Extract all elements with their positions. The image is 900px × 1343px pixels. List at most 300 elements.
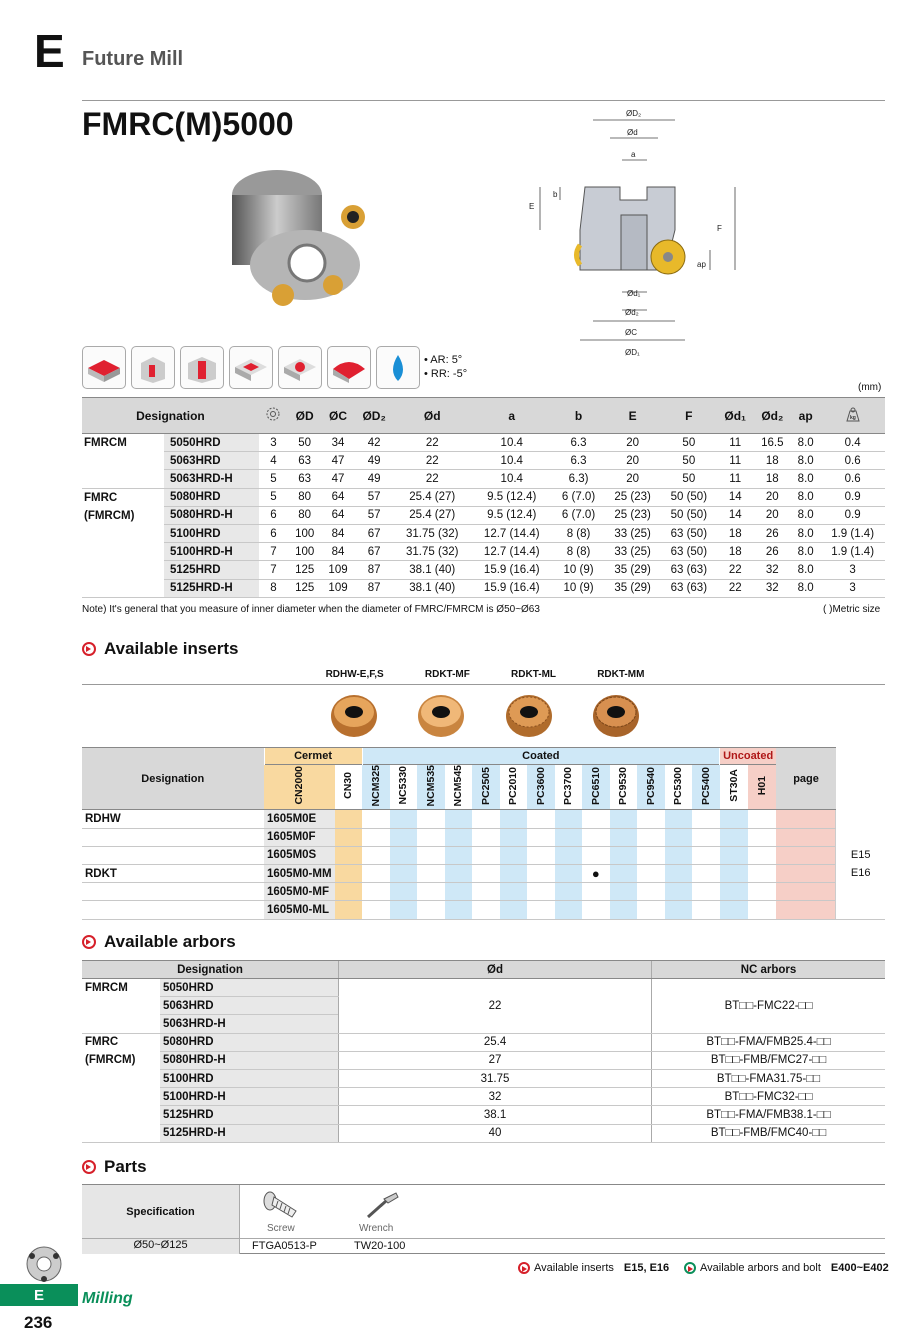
grade-cell: ● (582, 865, 610, 883)
grade-cell (445, 883, 473, 901)
table-row (82, 810, 885, 828)
value-cell: 109 (321, 561, 354, 579)
value-cell: 18 (717, 524, 754, 542)
value-cell: 8.0 (791, 506, 820, 524)
grade-cell (500, 810, 528, 828)
value-cell: 34 (321, 434, 354, 452)
designation-header: Designation (82, 748, 264, 810)
designation-cell: 5063HRD (164, 452, 259, 470)
grade-cell (445, 846, 473, 864)
grade-cell (610, 883, 638, 901)
page-refs (836, 810, 885, 919)
value-cell: 25.4 (27) (394, 506, 471, 524)
grade-cell (720, 901, 748, 919)
value-cell: 0.9 (820, 488, 885, 506)
designation-cell: 5100HRD-H (164, 543, 259, 561)
grade-cell (720, 810, 748, 828)
grade-cell (582, 828, 610, 846)
screw-label: Screw (267, 1223, 295, 1234)
grade-cell (362, 810, 390, 828)
footer-inserts-label: Available inserts (534, 1262, 614, 1274)
value-cell: 80 (288, 488, 321, 506)
arbor-d-cell: 31.75 (339, 1069, 652, 1087)
value-cell: 26 (754, 524, 792, 542)
value-cell: 63 (50) (661, 524, 717, 542)
weight-icon (820, 398, 885, 434)
grade-cell (500, 883, 528, 901)
table-row (82, 506, 885, 524)
value-cell: 5 (259, 488, 288, 506)
spec-col-header: Ød (394, 398, 471, 434)
grade-label: ST30A (727, 769, 740, 803)
grade-cell (362, 865, 390, 883)
grade-label: PC2010 (507, 766, 520, 805)
grade-cell (637, 865, 665, 883)
grade-cell (692, 865, 720, 883)
grade-cell (610, 846, 638, 864)
grade-header (637, 765, 665, 810)
value-cell: 0.9 (820, 506, 885, 524)
table-row (82, 452, 885, 470)
grade-cell (500, 846, 528, 864)
grade-label: PC2505 (479, 766, 492, 805)
grade-cell (637, 901, 665, 919)
grade-cell (362, 901, 390, 919)
grade-cell (527, 846, 555, 864)
grade-cell (472, 901, 500, 919)
grade-cell (390, 865, 418, 883)
value-cell: 49 (355, 452, 394, 470)
grade-cell (720, 883, 748, 901)
grade-cell (582, 846, 610, 864)
value-cell: 6.3) (553, 470, 605, 488)
insert-group (82, 901, 264, 919)
table-row (82, 901, 885, 919)
value-cell: 32 (754, 579, 792, 597)
grade-label: PC9540 (644, 766, 657, 805)
slotting-icon (180, 346, 224, 389)
parts-title: Parts (104, 1157, 147, 1176)
spec-col-header: b (553, 398, 605, 434)
grade-label: H01 (756, 776, 769, 796)
inserts-heading (82, 639, 239, 659)
spec-table (82, 397, 885, 598)
grade-label: PC6510 (589, 766, 602, 805)
value-cell: 11 (717, 452, 754, 470)
insert-group (82, 828, 264, 846)
insert-code: 1605M0-ML (264, 901, 335, 919)
grade-cell (748, 810, 776, 828)
value-cell: 3 (820, 561, 885, 579)
grade-label: PC5300 (672, 766, 685, 805)
insert-group: RDKT (82, 865, 264, 883)
spec-col-header: ap (791, 398, 820, 434)
divider (82, 684, 885, 685)
grade-label: CN30 (342, 772, 355, 800)
grade-header (582, 765, 610, 810)
value-cell: 10.4 (471, 434, 553, 452)
grade-cell (362, 828, 390, 846)
value-cell: 8.0 (791, 524, 820, 542)
grade-label: NCM535 (424, 765, 437, 807)
value-cell: 0.6 (820, 470, 885, 488)
value-cell: 15.9 (16.4) (471, 579, 553, 597)
value-cell: 8 (8) (553, 524, 605, 542)
value-cell: 20 (754, 488, 792, 506)
value-cell: 50 (661, 452, 717, 470)
grade-cell (417, 901, 445, 919)
value-cell: 8.0 (791, 561, 820, 579)
grade-cell (555, 846, 583, 864)
value-cell: 10.4 (471, 470, 553, 488)
unit-label: (mm) (858, 382, 882, 393)
grade-header (692, 765, 720, 810)
grade-cell (527, 828, 555, 846)
value-cell: 80 (288, 506, 321, 524)
grade-cell (472, 828, 500, 846)
value-cell: 10.4 (471, 452, 553, 470)
arbor-d-cell: 32 (339, 1088, 652, 1106)
grade-header (335, 765, 363, 810)
table-row (82, 1124, 885, 1142)
table-row (82, 543, 885, 561)
arbor-d-cell: 40 (339, 1124, 652, 1142)
value-cell: 35 (29) (605, 561, 661, 579)
value-cell: 11 (717, 434, 754, 452)
grade-label: PC3700 (562, 766, 575, 805)
grade-cell (610, 828, 638, 846)
grade-cell (335, 810, 363, 828)
dim-d1: Ød₁ (627, 289, 641, 298)
dimension-drawing (525, 105, 750, 360)
parts-range: Ø50~Ø125 (82, 1239, 239, 1254)
dim-d: Ød (627, 128, 638, 137)
value-cell: 67 (355, 543, 394, 561)
uncoated-header: Uncoated (720, 748, 777, 765)
footer-arbors-link[interactable] (684, 1262, 889, 1274)
insert-type-label: RDHW-E,F,S (325, 669, 384, 680)
grade-cell (776, 865, 836, 883)
value-cell: 22 (394, 470, 471, 488)
arbor-group (82, 1106, 160, 1124)
table-row (82, 1088, 885, 1106)
grade-cell (748, 865, 776, 883)
dim-E: E (529, 202, 535, 211)
value-cell: 87 (355, 579, 394, 597)
grade-cell (335, 901, 363, 919)
helical-icon (278, 346, 322, 389)
screw-code: FTGA0513-P (252, 1240, 317, 1252)
value-cell: 109 (321, 579, 354, 597)
arbor-code: 5080HRD-H (160, 1051, 339, 1069)
value-cell: 14 (717, 488, 754, 506)
arbor-group: FMRC (85, 1036, 119, 1049)
grade-cell (748, 828, 776, 846)
grade-cell (748, 846, 776, 864)
arbor-designation-header: Designation (82, 961, 339, 979)
grade-cell (665, 846, 693, 864)
arbor-code: 5063HRD-H (160, 1015, 339, 1033)
grade-cell (582, 810, 610, 828)
value-cell: 8.0 (791, 452, 820, 470)
page-ref: E15 (850, 849, 871, 862)
insert-group: RDHW (82, 810, 264, 828)
arbor-group (82, 1069, 160, 1087)
grade-cell (665, 901, 693, 919)
grade-cell (692, 846, 720, 864)
value-cell: 22 (394, 452, 471, 470)
value-cell: 25 (23) (605, 506, 661, 524)
grade-cell (390, 883, 418, 901)
section-title: Future Mill (82, 48, 184, 70)
page-title: FMRC(M)5000 (82, 106, 294, 142)
grade-cell (555, 810, 583, 828)
grade-cell (692, 810, 720, 828)
value-cell: 49 (355, 470, 394, 488)
dim-D1: ØD₁ (625, 348, 640, 357)
grade-cell (390, 901, 418, 919)
grade-cell (637, 828, 665, 846)
arbor-code: 5100HRD (160, 1069, 339, 1087)
arbor-code: 5100HRD-H (160, 1088, 339, 1106)
value-cell: 64 (321, 488, 354, 506)
arbor-group (82, 1015, 160, 1033)
page-header: page (776, 748, 836, 810)
arbor-code: 5080HRD (160, 1033, 339, 1051)
insert-grade-table (82, 747, 885, 920)
spec-col-header: ØC (321, 398, 354, 434)
ar-angle: • AR: 5° (424, 354, 463, 366)
footer-inserts-link[interactable] (518, 1262, 669, 1274)
designation-cell: 5063HRD-H (164, 470, 259, 488)
grade-cell (472, 865, 500, 883)
arbor-d-cell: 27 (339, 1051, 652, 1069)
value-cell: 22 (394, 434, 471, 452)
designation-cell: 5080HRD (164, 488, 259, 506)
grade-cell (445, 865, 473, 883)
value-cell: 7 (259, 561, 288, 579)
value-cell: 7 (259, 543, 288, 561)
value-cell: 125 (288, 579, 321, 597)
grade-cell (692, 828, 720, 846)
value-cell: 38.1 (40) (394, 579, 471, 597)
designation-header: Designation (82, 398, 259, 434)
value-cell: 84 (321, 543, 354, 561)
grade-cell (610, 810, 638, 828)
spec-header-row (82, 398, 885, 434)
table-row (82, 883, 885, 901)
grade-header (720, 765, 748, 810)
value-cell: 50 (288, 434, 321, 452)
grade-cell (335, 865, 363, 883)
table-row (82, 828, 885, 846)
value-cell: 20 (605, 470, 661, 488)
value-cell: 63 (63) (661, 579, 717, 597)
grade-header (390, 765, 418, 810)
grade-header (445, 765, 473, 810)
grade-cell (555, 883, 583, 901)
grade-cell (776, 828, 836, 846)
grade-cell (335, 846, 363, 864)
value-cell: 16.5 (754, 434, 792, 452)
grade-cell (417, 828, 445, 846)
spec-col-header: Ød₂ (754, 398, 792, 434)
group-name: FMRC (FMRCM) (82, 488, 164, 597)
value-cell: 35 (29) (605, 579, 661, 597)
value-cell: 5 (259, 470, 288, 488)
insert-type-label: RDKT-ML (511, 669, 557, 680)
spec-col-header: F (661, 398, 717, 434)
grade-cell (527, 883, 555, 901)
value-cell: 63 (288, 452, 321, 470)
rr-angle: • RR: -5° (424, 368, 468, 380)
value-cell: 8.0 (791, 434, 820, 452)
grade-cell (582, 901, 610, 919)
grade-cell (335, 828, 363, 846)
value-cell: 12.7 (14.4) (471, 524, 553, 542)
value-cell: 125 (288, 561, 321, 579)
value-cell: 47 (321, 470, 354, 488)
grade-cell (472, 883, 500, 901)
grade-cell (720, 865, 748, 883)
insert-code: 1605M0-MM (264, 865, 335, 883)
arrow-circle-icon (82, 1160, 96, 1174)
spec-col-header: ØD₂ (355, 398, 394, 434)
footer-arbors-pages: E400~E402 (830, 1262, 889, 1274)
grade-cell (500, 828, 528, 846)
grade-cell (665, 865, 693, 883)
value-cell: 1.9 (1.4) (820, 543, 885, 561)
grade-header (264, 765, 335, 810)
insert-rdkt-mm-image (591, 690, 641, 738)
value-cell: 50 (661, 470, 717, 488)
grade-label: PC9530 (617, 766, 630, 805)
arbor-group (82, 1088, 160, 1106)
table-row (82, 561, 885, 579)
grade-cell (527, 901, 555, 919)
grade-cell (720, 846, 748, 864)
grade-cell (555, 901, 583, 919)
grade-cell (610, 865, 638, 883)
arbor-nc-cell: BT□□-FMC22-□□ (652, 979, 885, 1034)
grade-cell (665, 828, 693, 846)
value-cell: 50 (661, 434, 717, 452)
arbor-d-cell: 38.1 (339, 1106, 652, 1124)
value-cell: 0.4 (820, 434, 885, 452)
cutter-thumbnail-icon (24, 1244, 64, 1284)
grade-label: NC5330 (397, 766, 410, 805)
grade-label: PC5400 (699, 766, 712, 805)
grade-cell (445, 901, 473, 919)
insert-code: 1605M0F (264, 828, 335, 846)
value-cell: 14 (717, 506, 754, 524)
arrow-circle-icon (684, 1262, 696, 1274)
designation-cell: 5125HRD (164, 561, 259, 579)
table-row (82, 1069, 885, 1087)
arbor-code: 5125HRD (160, 1106, 339, 1124)
dim-D2: ØD₂ (626, 109, 642, 118)
parts-table (82, 1184, 885, 1254)
pocketing-icon (229, 346, 273, 389)
grade-header (748, 765, 776, 810)
footer-inserts-pages: E15, E16 (623, 1262, 670, 1274)
insert-rdkt-mf-image (416, 690, 466, 738)
arbor-group (82, 997, 160, 1015)
grade-header (610, 765, 638, 810)
value-cell: 33 (25) (605, 543, 661, 561)
parts-heading (82, 1157, 147, 1177)
group-name: FMRCM (82, 434, 164, 489)
value-cell: 22 (717, 579, 754, 597)
designation-cell: 5050HRD (164, 434, 259, 452)
value-cell: 6 (7.0) (553, 506, 605, 524)
insert-code: 1605M0-MF (264, 883, 335, 901)
grade-cell (390, 846, 418, 864)
grade-cell (527, 865, 555, 883)
grade-cell (335, 883, 363, 901)
value-cell: 67 (355, 524, 394, 542)
value-cell: 11 (717, 470, 754, 488)
grade-cell (500, 901, 528, 919)
value-cell: 9.5 (12.4) (471, 506, 553, 524)
value-cell: 63 (63) (661, 561, 717, 579)
insert-group (82, 846, 264, 864)
value-cell: 3 (820, 579, 885, 597)
value-cell: 8.0 (791, 470, 820, 488)
spec-col-header: Ød₁ (717, 398, 754, 434)
insert-group (82, 883, 264, 901)
grade-cell (665, 810, 693, 828)
grade-cell (390, 810, 418, 828)
arbor-d-header: Ød (339, 961, 652, 979)
insert-type-label: RDKT-MM (597, 669, 645, 680)
value-cell: 8.0 (791, 543, 820, 561)
grade-header (362, 765, 390, 810)
designation-cell: 5080HRD-H (164, 506, 259, 524)
value-cell: 42 (355, 434, 394, 452)
value-cell: 10 (9) (553, 579, 605, 597)
value-cell: 87 (355, 561, 394, 579)
grade-header (527, 765, 555, 810)
wrench-icon (362, 1189, 402, 1221)
value-cell: 6.3 (553, 434, 605, 452)
value-cell: 57 (355, 506, 394, 524)
arbor-d-cell: 22 (339, 979, 652, 1034)
designation-cell: 5100HRD (164, 524, 259, 542)
grade-cell (748, 883, 776, 901)
value-cell: 6 (259, 524, 288, 542)
value-cell: 6 (7.0) (553, 488, 605, 506)
dim-d2: Ød₂ (625, 308, 639, 317)
dim-ap: ap (697, 260, 706, 269)
table-row (82, 579, 885, 597)
metric-note: ( )Metric size (823, 604, 881, 615)
divider (239, 1185, 240, 1254)
arbor-code: 5125HRD-H (160, 1124, 339, 1142)
arrow-circle-icon (82, 935, 96, 949)
grade-cell (445, 810, 473, 828)
arbor-nc-cell: BT□□-FMA/FMB38.1-□□ (652, 1106, 885, 1124)
insert-rdhw-image (329, 690, 379, 738)
grade-cell (555, 865, 583, 883)
grade-cell (555, 828, 583, 846)
insert-code: 1605M0S (264, 846, 335, 864)
value-cell: 18 (754, 470, 792, 488)
value-cell: 64 (321, 506, 354, 524)
grade-cell (610, 901, 638, 919)
arbor-code: 5063HRD (160, 997, 339, 1015)
screw-icon (262, 1189, 302, 1221)
